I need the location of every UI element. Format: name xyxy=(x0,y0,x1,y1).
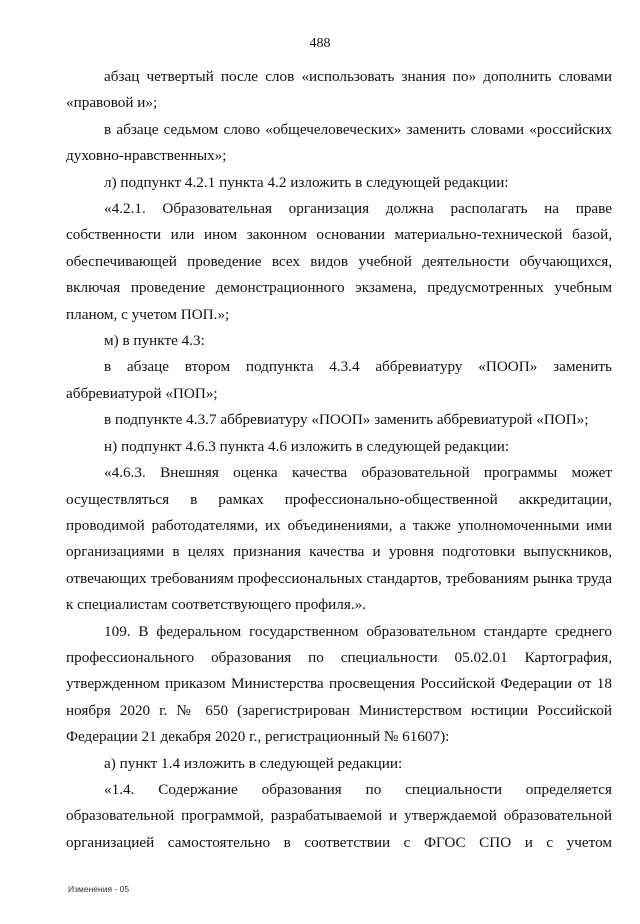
paragraph: «1.4. Содержание образования по специальности определяется образовательной программой, разрабатываемой и утверждаемой образовательной организацией самостоятельно в соответствии с ФГОС СПО и с учетом xyxy=(66,780,612,851)
footer-label: Изменения - 05 xyxy=(68,884,130,894)
paragraph: в подпункте 4.3.7 аббревиатуру «ПООП» заменить аббревиатурой «ПОП»; xyxy=(104,411,589,429)
paragraph: н) подпункт 4.6.3 пункта 4.6 изложить в следующей редакции: xyxy=(104,437,510,455)
paragraph: «4.6.3. Внешняя оценка качества образовательной программы может осуществляться в рамках профессионально-общественной аккредитации, проводимой работодателями, их объединениями, а также уполномоченными ими организациями в целях признания качества и уровня подготовки выпускников, отвечающих требованиям профессиональных стандартов, требованиям рынка труда к специалистам соответствующего профиля.». xyxy=(66,464,612,614)
paragraph: в абзаце седьмом слово «общечеловеческих» заменить словами «российских духовно-нравственных»; xyxy=(66,120,612,165)
document-body xyxy=(66,64,612,856)
paragraph: абзац четвертый после слов «использовать знания по» дополнить словами «правовой и»; xyxy=(66,68,612,112)
paragraph: а) пункт 1.4 изложить в следующей редакции: xyxy=(104,754,403,772)
paragraph: 109. В федеральном государственном образовательном стандарте среднего профессионального образования по специальности 05.02.01 Картография, утвержденном приказом Министерства просвещения Российской Федерации от 18 ноября 2020 г. № 650 (зарегистрирован Министерством юстиции Российской Федерации 21 декабря 2020 г., регистрационный № 61607): xyxy=(66,622,612,746)
paragraph: л) подпункт 4.2.1 пункта 4.2 изложить в следующей редакции: xyxy=(104,173,509,191)
page-number: 488 xyxy=(309,36,331,51)
paragraph: «4.2.1. Образовательная организация должна располагать на праве собственности или ином законном основании материально-технической базой, обеспечивающей проведение всех видов учебной деятельности обучающихся, включая проведение демонстрационного экзамена, предусмотренных учебным планом, с учетом ПОП.»; xyxy=(66,200,612,323)
paragraph: в абзаце втором подпункта 4.3.4 аббревиатуру «ПООП» заменить аббревиатурой «ПОП»; xyxy=(66,358,612,402)
paragraph: м) в пункте 4.3: xyxy=(104,332,205,350)
